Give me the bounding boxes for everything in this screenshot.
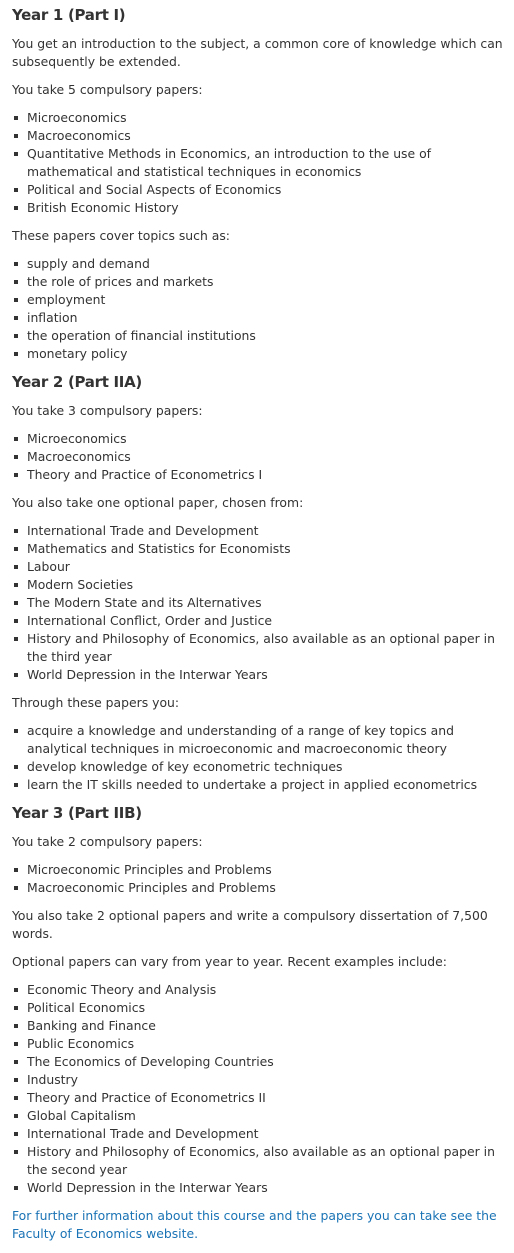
list-item: Labour <box>12 558 508 576</box>
list-item: develop knowledge of key econometric techniques <box>12 758 508 776</box>
list-item: inflation <box>12 309 508 327</box>
year-2-compulsory-list <box>12 430 508 484</box>
year-3-optional-lead: Optional papers can vary from year to year. Recent examples include: <box>12 954 447 969</box>
list-item: Banking and Finance <box>12 1017 508 1035</box>
list-item: World Depression in the Interwar Years <box>12 666 508 684</box>
list-item: acquire a knowledge and understanding of a range of key topics and analytical techniques in microeconomic and macroeconomic theory <box>12 722 508 758</box>
year-2-compulsory-lead: You take 3 compulsory papers: <box>12 403 203 418</box>
list-item: Public Economics <box>12 1035 508 1053</box>
year-3-optional-list <box>12 981 508 1197</box>
year-1-section <box>12 5 508 363</box>
list-item: Quantitative Methods in Economics, an introduction to the use of mathematical and statistical techniques in economics <box>12 145 508 181</box>
list-item: History and Philosophy of Economics, also available as an optional paper in the third year <box>12 630 508 666</box>
faculty-website-link[interactable]: For further information about this course and the papers you can take see the Faculty of Economics website. <box>12 1208 497 1241</box>
list-item: Microeconomics <box>12 109 508 127</box>
list-item: learn the IT skills needed to undertake a project in applied econometrics <box>12 776 508 794</box>
year-1-heading: Year 1 (Part I) <box>12 6 126 24</box>
list-item: International Trade and Development <box>12 522 508 540</box>
year-3-dissertation-text: You also take 2 optional papers and write a compulsory dissertation of 7,500 words. <box>12 908 488 941</box>
footer-info <box>12 1207 508 1243</box>
list-item: employment <box>12 291 508 309</box>
year-3-heading: Year 3 (Part IIB) <box>12 804 142 822</box>
year-2-optional-lead: You also take one optional paper, chosen from: <box>12 495 304 510</box>
list-item: the role of prices and markets <box>12 273 508 291</box>
list-item: Macroeconomics <box>12 448 508 466</box>
year-2-section <box>12 372 508 794</box>
list-item: Political and Social Aspects of Economics <box>12 181 508 199</box>
list-item: Theory and Practice of Econometrics II <box>12 1089 508 1107</box>
list-item: The Modern State and its Alternatives <box>12 594 508 612</box>
list-item: Political Economics <box>12 999 508 1017</box>
year-1-topics-lead: These papers cover topics such as: <box>12 228 230 243</box>
year-2-heading: Year 2 (Part IIA) <box>12 373 142 391</box>
list-item: British Economic History <box>12 199 508 217</box>
list-item: the operation of financial institutions <box>12 327 508 345</box>
list-item: International Conflict, Order and Justice <box>12 612 508 630</box>
list-item: The Economics of Developing Countries <box>12 1053 508 1071</box>
list-item: Economic Theory and Analysis <box>12 981 508 999</box>
year-2-optional-list <box>12 522 508 684</box>
list-item: Industry <box>12 1071 508 1089</box>
year-2-outcomes-lead: Through these papers you: <box>12 695 180 710</box>
list-item: History and Philosophy of Economics, also available as an optional paper in the second year <box>12 1143 508 1179</box>
list-item: monetary policy <box>12 345 508 363</box>
list-item: Modern Societies <box>12 576 508 594</box>
year-3-compulsory-lead: You take 2 compulsory papers: <box>12 834 203 849</box>
list-item: Theory and Practice of Econometrics I <box>12 466 508 484</box>
year-1-compulsory-lead: You take 5 compulsory papers: <box>12 82 203 97</box>
year-1-compulsory-list <box>12 109 508 217</box>
list-item: Mathematics and Statistics for Economists <box>12 540 508 558</box>
year-1-intro: You get an introduction to the subject, a common core of knowledge which can subsequently be extended. <box>12 36 503 69</box>
year-1-topics-list <box>12 255 508 363</box>
list-item: World Depression in the Interwar Years <box>12 1179 508 1197</box>
list-item: Macroeconomic Principles and Problems <box>12 879 508 897</box>
list-item: Microeconomics <box>12 430 508 448</box>
year-3-section <box>12 803 508 1197</box>
list-item: International Trade and Development <box>12 1125 508 1143</box>
year-3-compulsory-list <box>12 861 508 897</box>
list-item: Global Capitalism <box>12 1107 508 1125</box>
year-2-outcomes-list <box>12 722 508 794</box>
list-item: Macroeconomics <box>12 127 508 145</box>
list-item: supply and demand <box>12 255 508 273</box>
list-item: Microeconomic Principles and Problems <box>12 861 508 879</box>
